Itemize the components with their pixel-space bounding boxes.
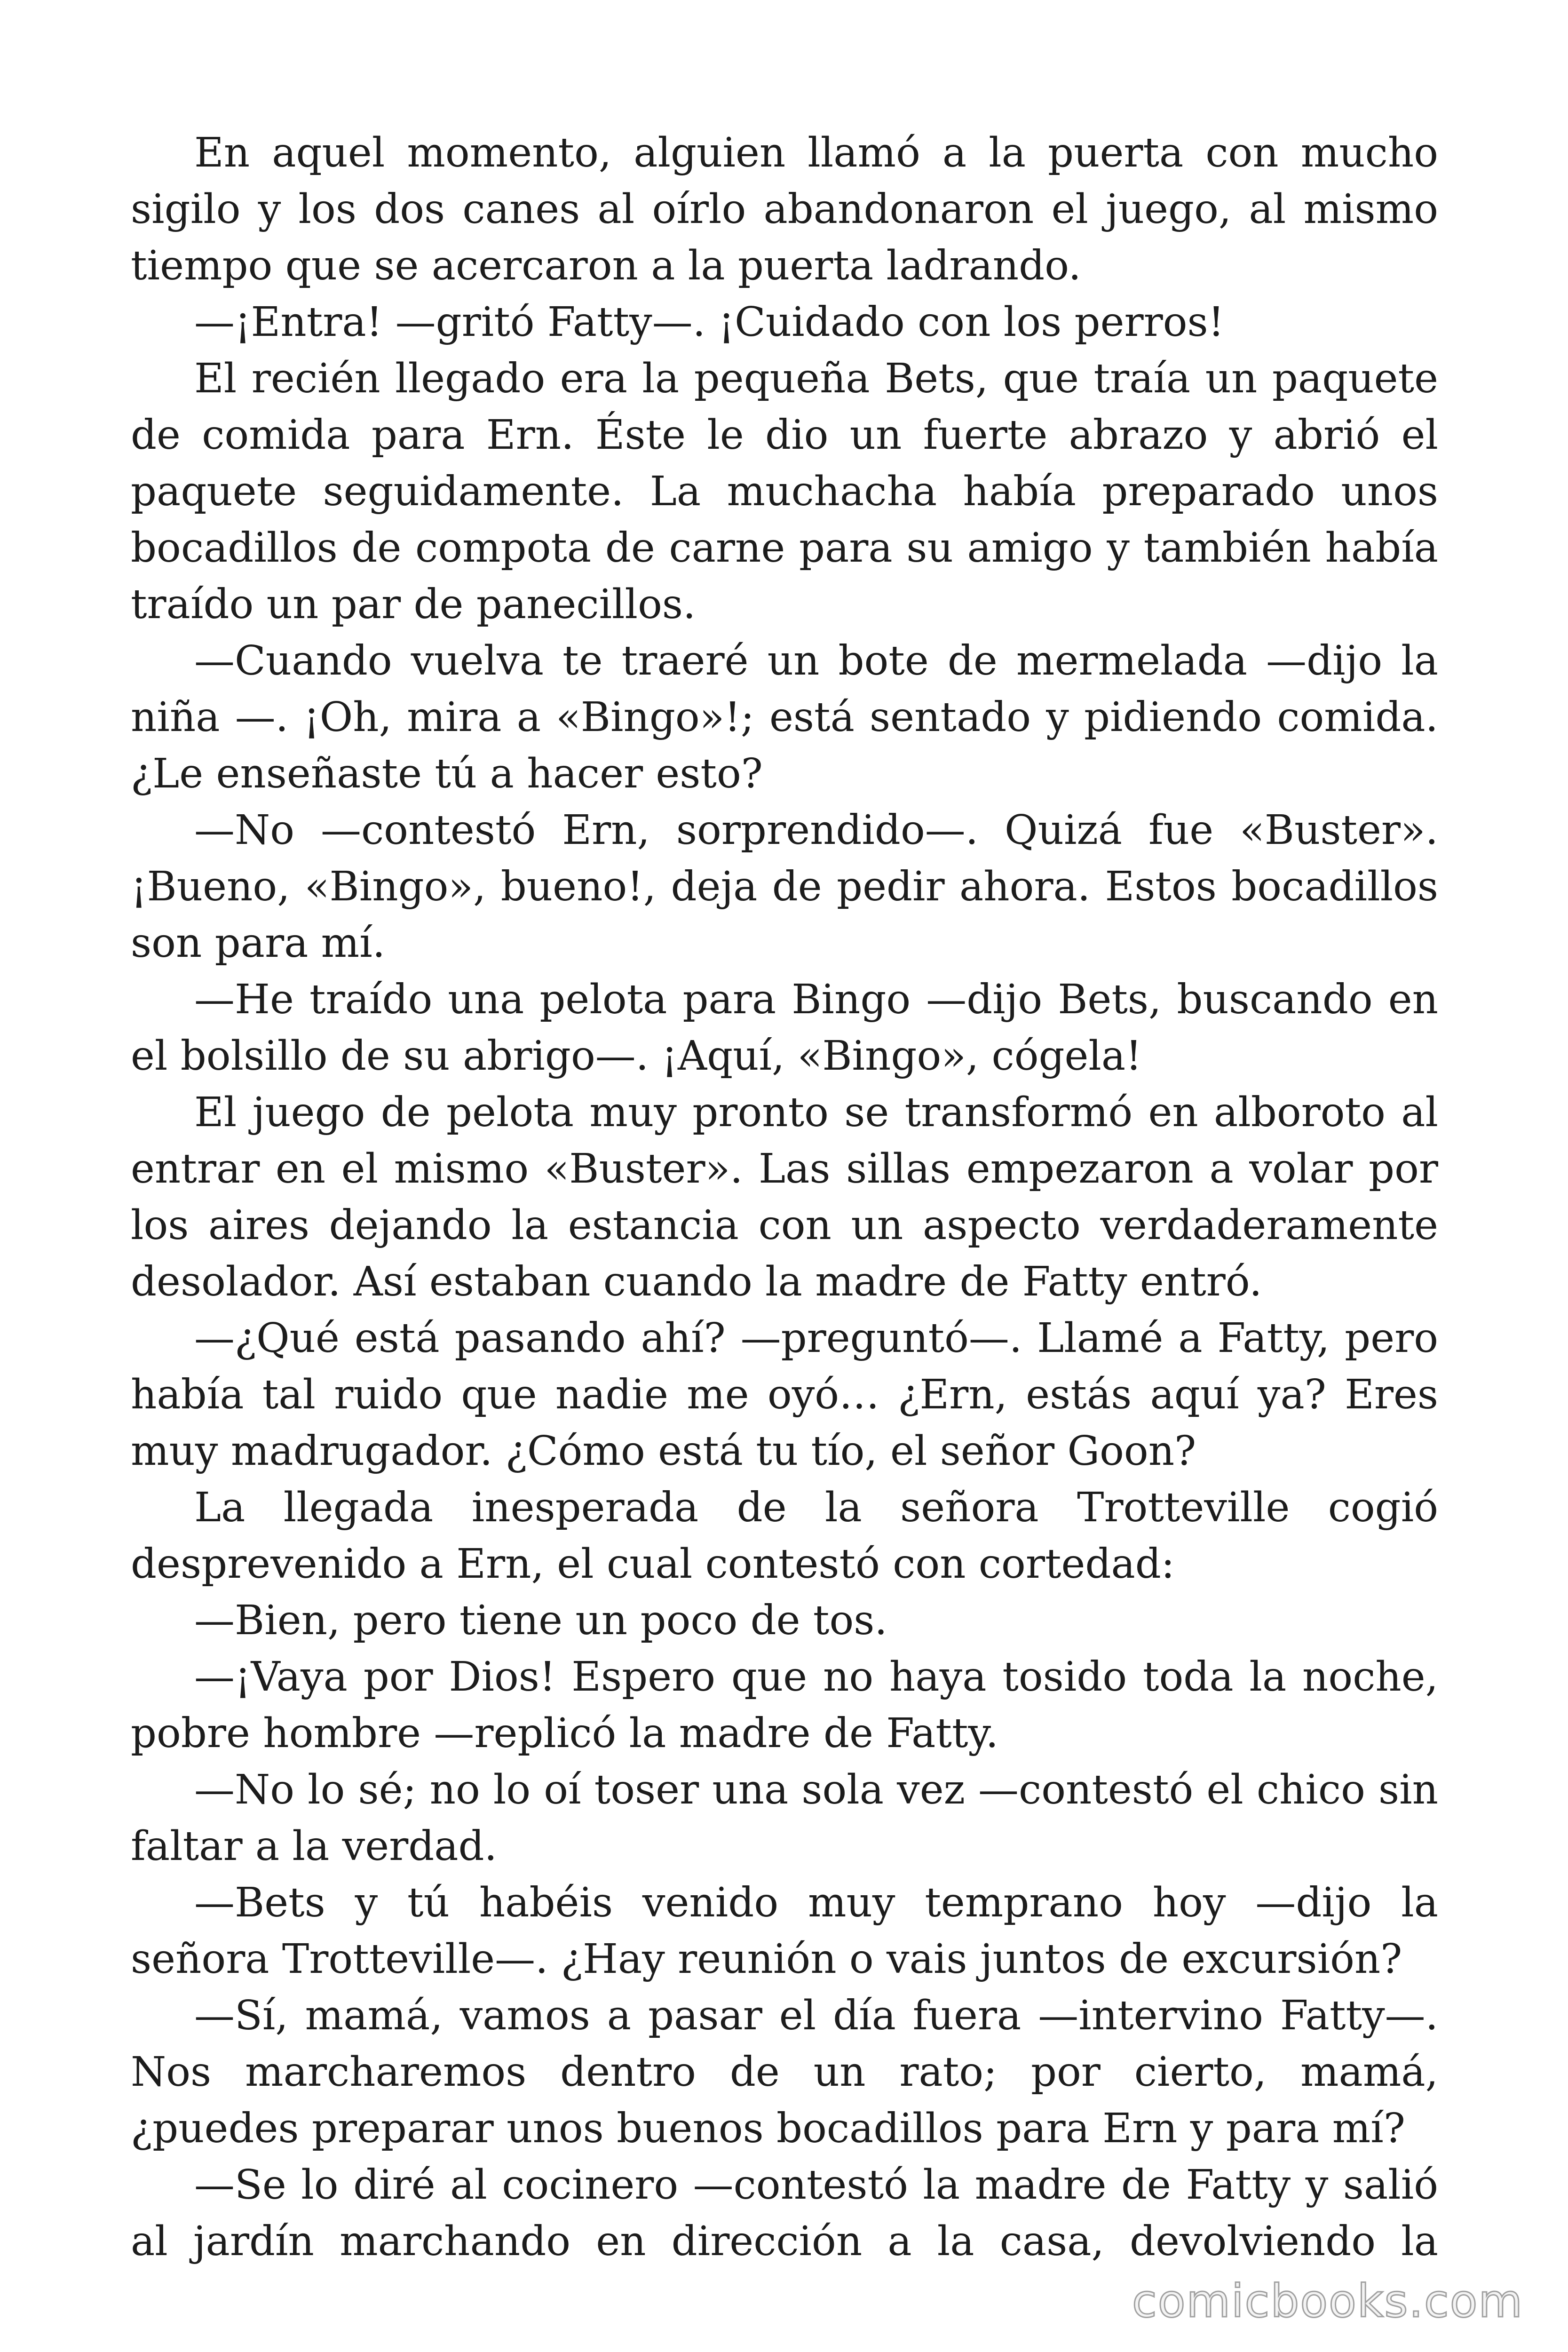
paragraph-1: En aquel momento, alguien llamó a la puerta con mucho sigilo y los dos canes al oírlo abandonaron el juego, al mismo tiempo que se acercaron a la puerta ladrando.	[131, 129, 1438, 289]
paragraph-15: —Se lo diré al cocinero —contestó la madre de Fatty y salió al jardín marchando en dirección a la casa, devolviendo la	[131, 2161, 1438, 2265]
paragraph-7: El juego de pelota muy pronto se transformó en alboroto al entrar en el mismo «Buster». Las sillas empezaron a volar por los aires dejando la estancia con un aspecto verdaderamente desolador. Así estaban cuando la madre de Fatty entró.	[131, 1089, 1438, 1305]
paragraph-3: El recién llegado era la pequeña Bets, que traía un paquete de comida para Ern. Éste le dio un fuerte abrazo y abrió el paquete seguidamente. La muchacha había preparado unos bocadillos de compota de carne para su amigo y también había traído un par de panecillos.	[131, 355, 1438, 628]
paragraph-12: —No lo sé; no lo oí toser una sola vez —contestó el chico sin faltar a la verdad.	[131, 1766, 1438, 1870]
paragraph-9: La llegada inesperada de la señora Trotteville cogió desprevenido a Ern, el cual contestó con cortedad:	[131, 1484, 1438, 1588]
paragraph-11: —¡Vaya por Dios! Espero que no haya tosido toda la noche, pobre hombre —replicó la madre de Fatty.	[131, 1653, 1438, 1757]
paragraph-10: —Bien, pero tiene un poco de tos.	[194, 1597, 887, 1644]
watermark-logo: comicbooks.com	[1132, 2275, 1523, 2328]
paragraph-8: —¿Qué está pasando ahí? —preguntó—. Llamé a Fatty, pero había tal ruido que nadie me oyó… ¿Ern, estás aquí ya? Eres muy madrugador. ¿Cómo está tu tío, el señor Goon?	[131, 1315, 1438, 1475]
paragraph-6: —He traído una pelota para Bingo —dijo Bets, buscando en el bolsillo de su abrigo—. ¡Aquí, «Bingo», cógela!	[131, 976, 1438, 1080]
paragraph-13: —Bets y tú habéis venido muy temprano hoy —dijo la señora Trotteville—. ¿Hay reunión o vais juntos de excursión?	[131, 1879, 1438, 1983]
paragraph-2: —¡Entra! —gritó Fatty—. ¡Cuidado con los perros!	[194, 299, 1225, 346]
paragraph-14: —Sí, mamá, vamos a pasar el día fuera —intervino Fatty—. Nos marcharemos dentro de un rato; por cierto, mamá, ¿puedes preparar unos buenos bocadillos para Ern y para mí?	[131, 1992, 1438, 2152]
paragraph-4: —Cuando vuelva te traeré un bote de mermelada —dijo la niña —. ¡Oh, mira a «Bingo»!; está sentado y pidiendo comida. ¿Le enseñaste tú a hacer esto?	[131, 637, 1438, 797]
paragraph-5: —No —contestó Ern, sorprendido—. Quizá fue «Buster». ¡Bueno, «Bingo», bueno!, deja de pedir ahora. Estos bocadillos son para mí.	[131, 807, 1438, 967]
page-body-text	[131, 125, 1438, 2270]
